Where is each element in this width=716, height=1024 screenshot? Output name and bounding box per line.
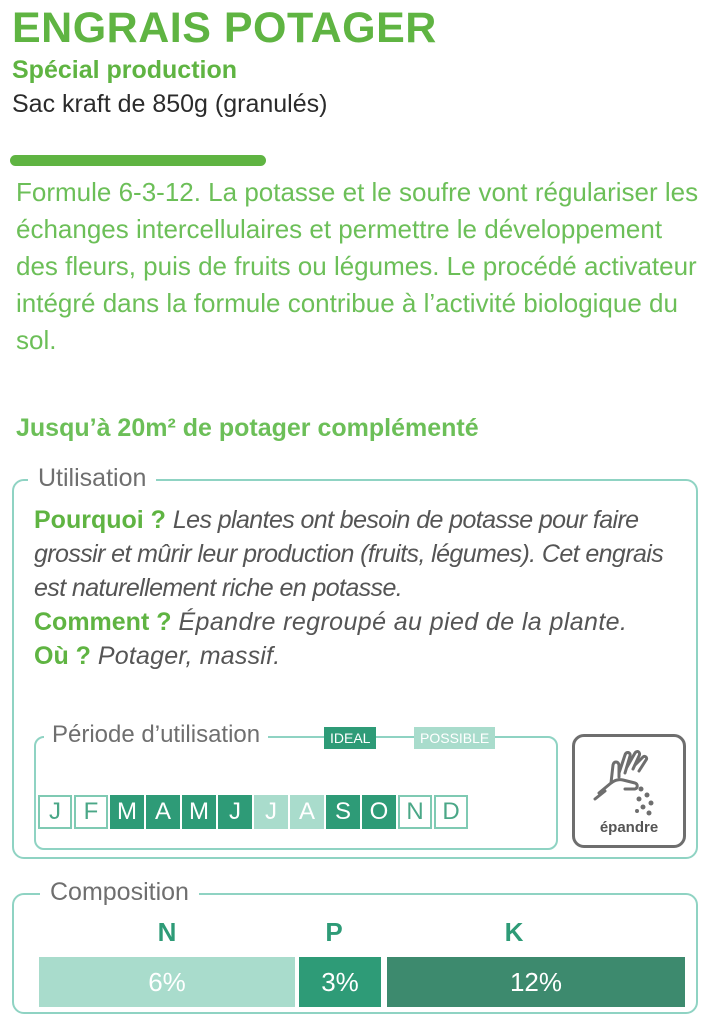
month-cell: N bbox=[398, 795, 432, 829]
month-cell: O bbox=[362, 795, 396, 829]
month-cell: S bbox=[326, 795, 360, 829]
where-question: Où ? bbox=[34, 642, 91, 670]
usage-panel bbox=[12, 464, 698, 859]
how-question: Comment ? bbox=[34, 608, 172, 636]
usage-period-panel bbox=[34, 721, 558, 850]
product-subtitle: Spécial production bbox=[12, 56, 238, 84]
month-cell: M bbox=[182, 795, 216, 829]
usage-legend: Utilisation bbox=[28, 464, 156, 493]
month-cell: D bbox=[434, 795, 468, 829]
nutrient-k-label: K bbox=[504, 917, 524, 947]
nutrient-p-label: P bbox=[325, 917, 343, 947]
month-cell: J bbox=[38, 795, 72, 829]
month-cell: J bbox=[254, 795, 288, 829]
month-cell: A bbox=[290, 795, 324, 829]
divider-bar bbox=[10, 155, 266, 166]
composition-panel bbox=[12, 878, 698, 1014]
nutrient-n-label: N bbox=[157, 917, 177, 947]
coverage-text: Jusqu’à 20m² de potager complémenté bbox=[16, 414, 479, 442]
ideal-key: IDEAL bbox=[324, 727, 376, 749]
packaging-info: Sac kraft de 850g (granulés) bbox=[12, 90, 328, 118]
month-cell: J bbox=[218, 795, 252, 829]
why-question: Pourquoi ? bbox=[34, 506, 166, 534]
product-description: Formule 6-3-12. La potasse et le soufre vont régulariser les échanges intercellulaires et permettre le développement des fleurs, puis de fruits ou légumes. Le procédé activateur intégré dans la formule contribue à l’activité biologique du sol. bbox=[16, 177, 699, 355]
spread-pictogram bbox=[572, 734, 686, 848]
how-answer: Épandre regroupé au pied de la plante. bbox=[178, 608, 628, 636]
month-cell: A bbox=[146, 795, 180, 829]
why-answer: Les plantes ont besoin de potasse pour faire grossir et mûrir leur production (fruits, légumes). Cet engrais est naturellement riche en potasse. bbox=[34, 506, 664, 602]
composition-legend: Composition bbox=[40, 878, 199, 907]
month-calendar bbox=[38, 795, 470, 829]
month-cell: F bbox=[74, 795, 108, 829]
possible-key: POSSIBLE bbox=[414, 727, 495, 749]
period-legend: Période d’utilisation bbox=[44, 721, 268, 749]
nutrient-p-bar: 3% bbox=[299, 957, 381, 1007]
where-answer: Potager, massif. bbox=[97, 642, 281, 670]
month-cell: M bbox=[110, 795, 144, 829]
spread-label: épandre bbox=[599, 819, 659, 836]
usage-text bbox=[34, 503, 694, 673]
nutrient-n-bar: 6% bbox=[39, 957, 295, 1007]
nutrient-k-bar: 12% bbox=[387, 957, 685, 1007]
product-title: ENGRAIS POTAGER bbox=[12, 4, 437, 52]
hand-sowing-icon bbox=[591, 743, 669, 821]
